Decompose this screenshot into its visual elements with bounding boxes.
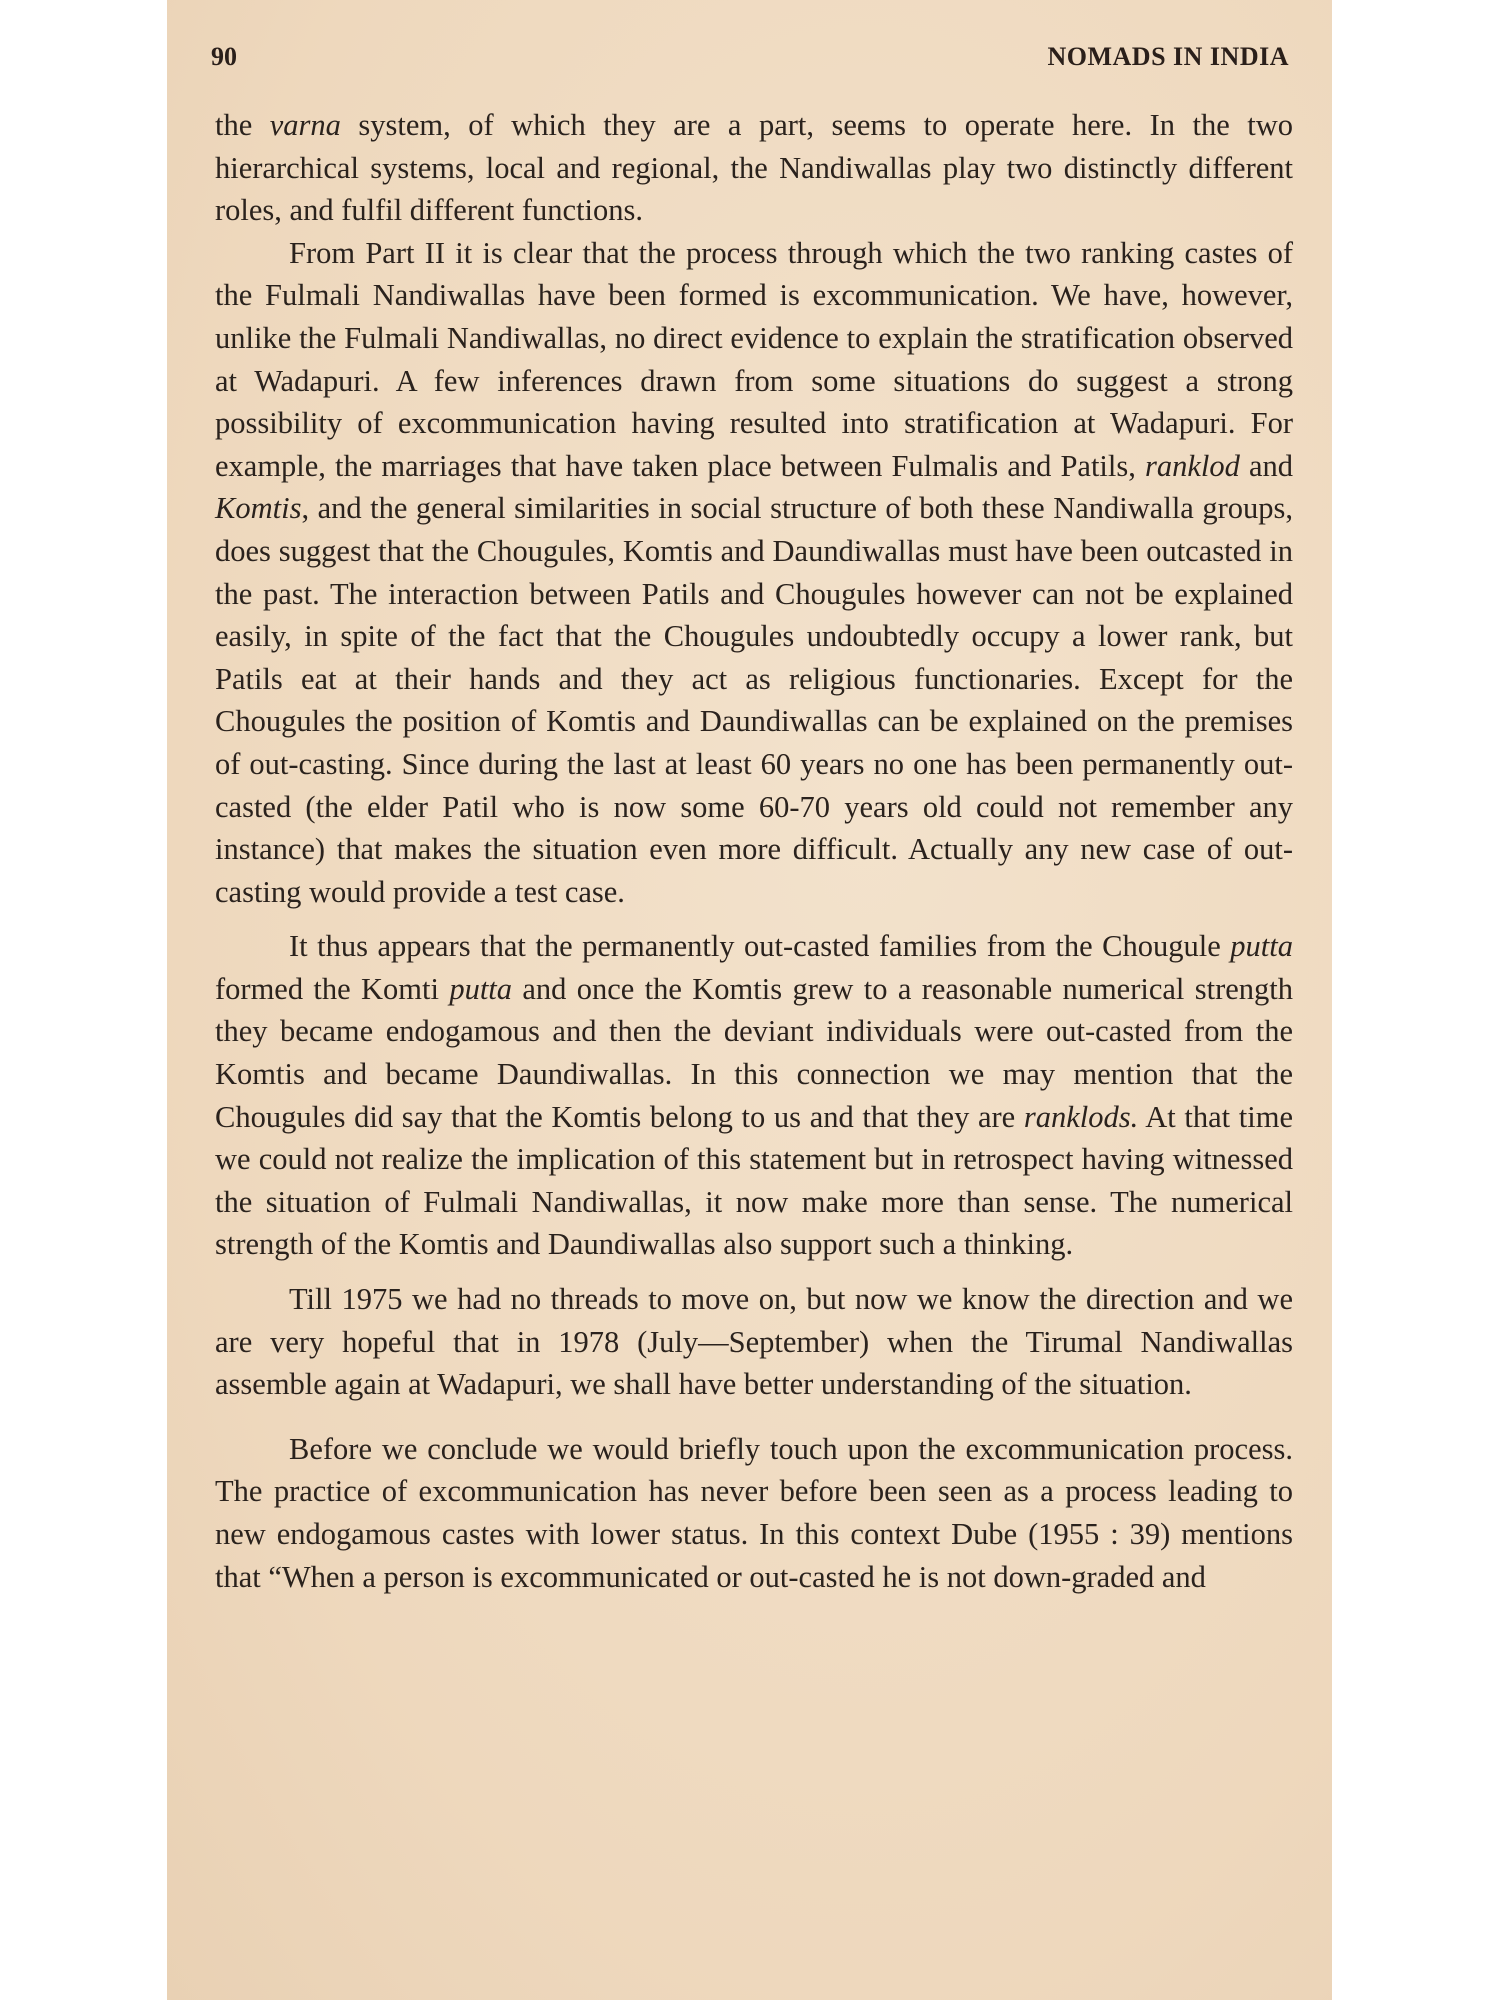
italic-term: putta <box>1230 929 1293 964</box>
running-title: NOMADS IN INDIA <box>1047 42 1289 71</box>
italic-term: ranklods. <box>1023 1099 1139 1134</box>
text-run: and <box>1239 448 1293 483</box>
text-run: , and the general similarities in social structure of both these Nandiwalla groups, does suggest that the Chougules, Komtis and Daundiwallas must have been outcasted in the past. The interaction between Patils and Chougules however can not be explained easily, in spite of the fact that the Chougules undoubtedly occupy a lower rank, but Patils eat at their hands and they act as religious functionaries. Except for the Chougules the position of Komtis and Daundiwallas can be explained on the premises of out-casting. Since during the last at least 60 years no one has been permanently out-casted (the elder Patil who is now some 60-70 years old could not remember any instance) that makes the situation even more difficult. Actually any new case of out-casting would provide a test case. <box>215 491 1293 909</box>
text-run: the <box>215 108 270 142</box>
text-run: system, of which they are a part, seems to operate here. In the two hierarchical systems, local and regional, the Nandiwallas play two distinctly different roles, and fulfil different functions. <box>215 108 1293 228</box>
text-run: Till 1975 we had no threads to move on, but now we know the direction and we are very hopeful that in 1978 (July—September) when the Tirumal Nandiwallas assemble again at Wadapuri, we shall have better understanding of the situation. <box>215 1282 1293 1402</box>
page-number: 90 <box>211 42 237 71</box>
text-run: Before we conclude we would briefly touch upon the excommunication process. The practice of excommunication has never before been seen as a process leading to new endogamous castes with lower status. In this context Dube (1955 : 39) mentions that “When a person is excommunicated or out-casted he is not down-graded and <box>215 1431 1293 1594</box>
body-text <box>215 104 1293 1598</box>
text-run: and once the Komtis grew to a reasonable numerical strength they became endogamous and then the deviant individuals were out-casted from the Komtis and became Daundiwallas. In this connection we may mention that the Chougules did say that the Komtis belong to us and that they are <box>215 971 1293 1134</box>
text-run: It thus appears that the permanently out-casted families from the Chougule <box>289 929 1231 964</box>
text-run: formed the Komti <box>215 971 450 1006</box>
text-run: From Part II it is clear that the process through which the two ranking castes of the Fulmali Nandiwallas have been formed is excommunication. We have, however, unlike the Fulmali Nandiwallas, no direct evidence to explain the stratification observed at Wadapuri. A few inferences drawn from some situations do suggest a strong possibility of excommunication having resulted into stratification at Wadapuri. For example, the marriages that have taken place between Fulmalis and Patils, <box>215 235 1293 483</box>
italic-term: Komtis <box>215 491 302 526</box>
book-page <box>167 0 1332 2000</box>
italic-term: ranklod <box>1144 448 1240 483</box>
paragraph <box>215 232 1293 914</box>
paragraph <box>215 104 1293 232</box>
paragraph <box>215 925 1293 1266</box>
paragraph <box>215 1428 1293 1598</box>
page-header <box>211 38 1289 78</box>
italic-term: putta <box>449 971 513 1006</box>
paragraph <box>215 1278 1293 1406</box>
italic-term: varna <box>269 108 341 142</box>
text-run: At that time we could not realize the implication of this statement but in retrospect having witnessed the situation of Fulmali Nandiwallas, it now make more than sense. The numerical strength of the Komtis and Daundiwallas also support such a thinking. <box>215 1099 1293 1262</box>
